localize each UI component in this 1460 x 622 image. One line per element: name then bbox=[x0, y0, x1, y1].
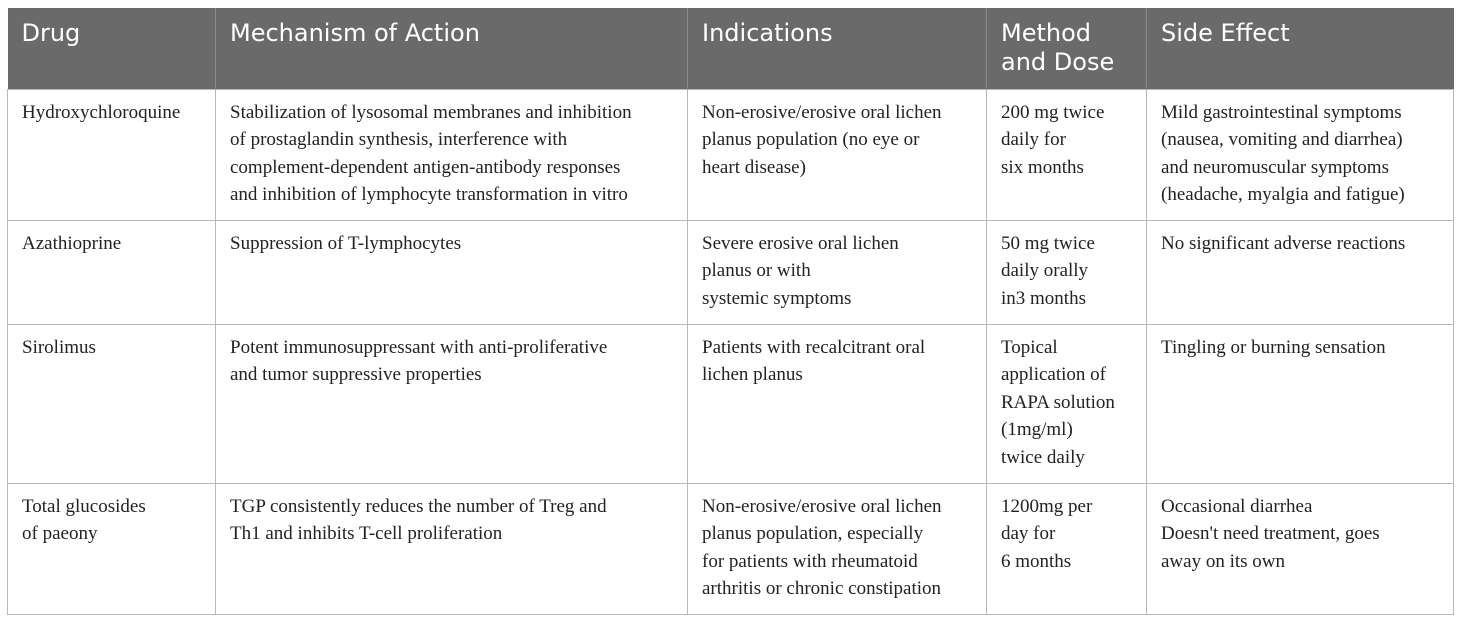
cell-indications: Patients with recalcitrant oral lichen planus bbox=[688, 324, 987, 483]
cell-side-effect: Tingling or burning sensation bbox=[1147, 324, 1454, 483]
cell-dose: 1200mg per day for 6 months bbox=[987, 483, 1147, 614]
cell-side-effect: Occasional diarrhea Doesn't need treatment, goes away on its own bbox=[1147, 483, 1454, 614]
cell-drug: Azathioprine bbox=[8, 220, 216, 324]
header-drug: Drug bbox=[21, 19, 81, 47]
table-body bbox=[8, 89, 1454, 614]
header-row bbox=[8, 8, 1454, 89]
drug-table bbox=[7, 8, 1454, 615]
header-mechanism: Mechanism of Action bbox=[216, 8, 688, 89]
cell-drug: Total glucosides of paeony bbox=[8, 483, 216, 614]
cell-drug: Sirolimus bbox=[8, 324, 216, 483]
cell-dose: 50 mg twice daily orally in3 months bbox=[987, 220, 1147, 324]
cell-drug: Hydroxychloroquine bbox=[8, 89, 216, 220]
cell-side-effect: Mild gastrointestinal symptoms (nausea, vomiting and diarrhea) and neuromuscular symptoms (headache, myalgia and fatigue) bbox=[1147, 89, 1454, 220]
cell-dose: Topical application of RAPA solution (1mg/ml) twice daily bbox=[987, 324, 1147, 483]
cell-mechanism: TGP consistently reduces the number of Treg and Th1 and inhibits T-cell proliferation bbox=[216, 483, 688, 614]
table-header bbox=[8, 8, 1454, 89]
header-indications: Indications bbox=[688, 8, 987, 89]
table-row bbox=[8, 483, 1454, 614]
cell-side-effect: No significant adverse reactions bbox=[1147, 220, 1454, 324]
cell-indications: Non-erosive/erosive oral lichen planus population, especially for patients with rheumatoid arthritis or chronic constipation bbox=[688, 483, 987, 614]
table-row bbox=[8, 89, 1454, 220]
table-row bbox=[8, 220, 1454, 324]
header-method-dose: Method and Dose bbox=[987, 8, 1147, 89]
cell-mechanism: Suppression of T-lymphocytes bbox=[216, 220, 688, 324]
header-side-effect: Side Effect bbox=[1147, 8, 1454, 89]
cell-mechanism: Potent immunosuppressant with anti-proliferative and tumor suppressive properties bbox=[216, 324, 688, 483]
cell-indications: Non-erosive/erosive oral lichen planus population (no eye or heart disease) bbox=[688, 89, 987, 220]
cell-mechanism: Stabilization of lysosomal membranes and inhibition of prostaglandin synthesis, interference with complement-dependent antigen-antibody responses and inhibition of lymphocyte transformation in vitro bbox=[216, 89, 688, 220]
cell-indications: Severe erosive oral lichen planus or with systemic symptoms bbox=[688, 220, 987, 324]
cell-dose: 200 mg twice daily for six months bbox=[987, 89, 1147, 220]
table-row bbox=[8, 324, 1454, 483]
